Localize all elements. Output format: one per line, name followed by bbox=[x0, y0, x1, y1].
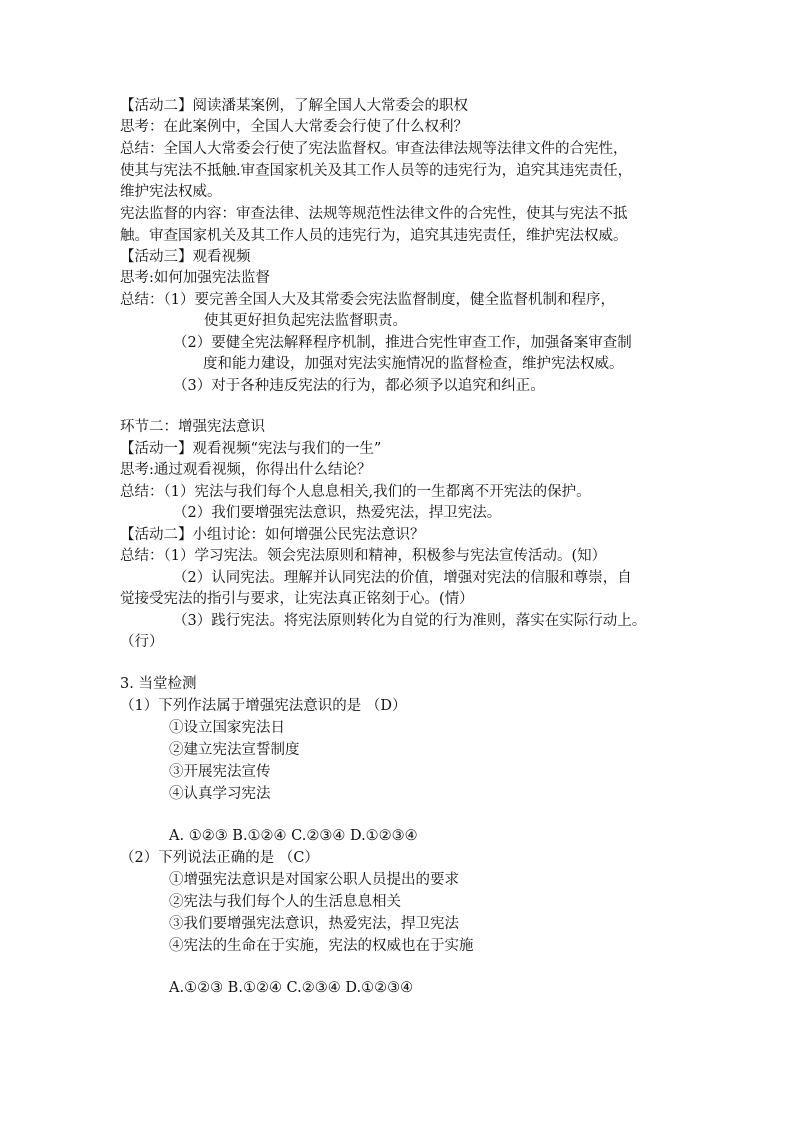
question-statement: ②宪法与我们每个人的生活息息相关 bbox=[169, 894, 401, 910]
question-statement: ①设立国家宪法日 bbox=[169, 720, 285, 736]
question-statement: ④认真学习宪法 bbox=[169, 786, 271, 802]
section-heading: 环节二：增强宪法意识 bbox=[120, 419, 265, 435]
question-statement: ③开展宪法宣传 bbox=[169, 764, 271, 780]
summary-line: （2）要健全宪法解释程序机制，推进合宪性审查工作，加强备案审查制 bbox=[173, 335, 632, 351]
activity-two-heading: 【活动二】小组讨论：如何增强公民宪法意识？ bbox=[120, 527, 425, 543]
summary-line: 总结：全国人大常委会行使了宪法监督权。审查法律法规等法律文件的合宪性， bbox=[120, 141, 628, 157]
summary-line: 总结：（1）要完善全国人大及其常委会宪法监督制度，健全监督机制和程序， bbox=[120, 292, 615, 308]
summary-line: 度和能力建设，加强对宪法实施情况的监督检查，维护宪法权威。 bbox=[203, 356, 624, 372]
activity-two-heading: 【活动二】阅读潘某案例，了解全国人大常委会的职权 bbox=[120, 98, 468, 114]
question-statement: ③我们要增强宪法意识，热爱宪法，捍卫宪法 bbox=[169, 916, 459, 932]
summary-line: 使其更好担负起宪法监督职责。 bbox=[204, 313, 407, 329]
think-question: 思考:如何加强宪法监督 bbox=[120, 270, 270, 286]
answer-options: A. ①②③ B.①②④ C.②③④ D.①②③④ bbox=[169, 828, 418, 844]
activity-three-heading: 【活动三】观看视频 bbox=[120, 249, 251, 265]
section-heading: 3. 当堂检测 bbox=[120, 676, 197, 692]
summary-line: 总结：（1）宪法与我们每个人息息相关,我们的一生都离不开宪法的保护。 bbox=[120, 484, 591, 500]
question-stem: （2）下列说法正确的是 （C） bbox=[120, 850, 319, 866]
summary-line: （3）践行宪法。将宪法原则转化为自觉的行为准则，落实在实际行动上。 bbox=[173, 613, 647, 629]
summary-line: 维护宪法权威。 bbox=[120, 184, 222, 200]
supervision-content-line: 触。审查国家机关及其工作人员的违宪行为，追究其违宪责任，维护宪法权威。 bbox=[120, 228, 628, 244]
summary-line: 使其与宪法不抵触.审查国家机关及其工作人员等的违宪行为，追究其违宪责任， bbox=[120, 163, 633, 179]
question-statement: ①增强宪法意识是对国家公职人员提出的要求 bbox=[169, 872, 459, 888]
summary-line: （行） bbox=[120, 634, 164, 650]
question-statement: ④宪法的生命在于实施，宪法的权威也在于实施 bbox=[169, 938, 474, 954]
summary-line: （3）对于各种违反宪法的行为，都必须予以追究和纠正。 bbox=[173, 378, 545, 394]
summary-line: 觉接受宪法的指引与要求，让宪法真正铭刻于心。(情） bbox=[120, 591, 474, 607]
think-question: 思考:通过观看视频，你得出什么结论？ bbox=[120, 462, 372, 478]
supervision-content-line: 宪法监督的内容：审查法律、法规等规范性法律文件的合宪性，使其与宪法不抵 bbox=[120, 206, 628, 222]
summary-line: （2）我们要增强宪法意识，热爱宪法，捍卫宪法。 bbox=[173, 505, 502, 521]
question-stem: （1）下列作法属于增强宪法意识的是 （D） bbox=[120, 698, 407, 714]
activity-one-heading: 【活动一】观看视频“宪法与我们的一生” bbox=[120, 441, 382, 457]
summary-line: 总结：（1）学习宪法。领会宪法原则和精神，积极参与宪法宣传活动。(知） bbox=[120, 548, 607, 564]
think-question: 思考：在此案例中，全国人大常委会行使了什么权利？ bbox=[120, 119, 468, 135]
question-statement: ②建立宪法宣誓制度 bbox=[169, 742, 300, 758]
answer-options: A.①②③ B.①②④ C.②③④ D.①②③④ bbox=[169, 980, 414, 996]
summary-line: （2）认同宪法。理解并认同宪法的价值，增强对宪法的信服和尊崇，自 bbox=[173, 570, 632, 586]
